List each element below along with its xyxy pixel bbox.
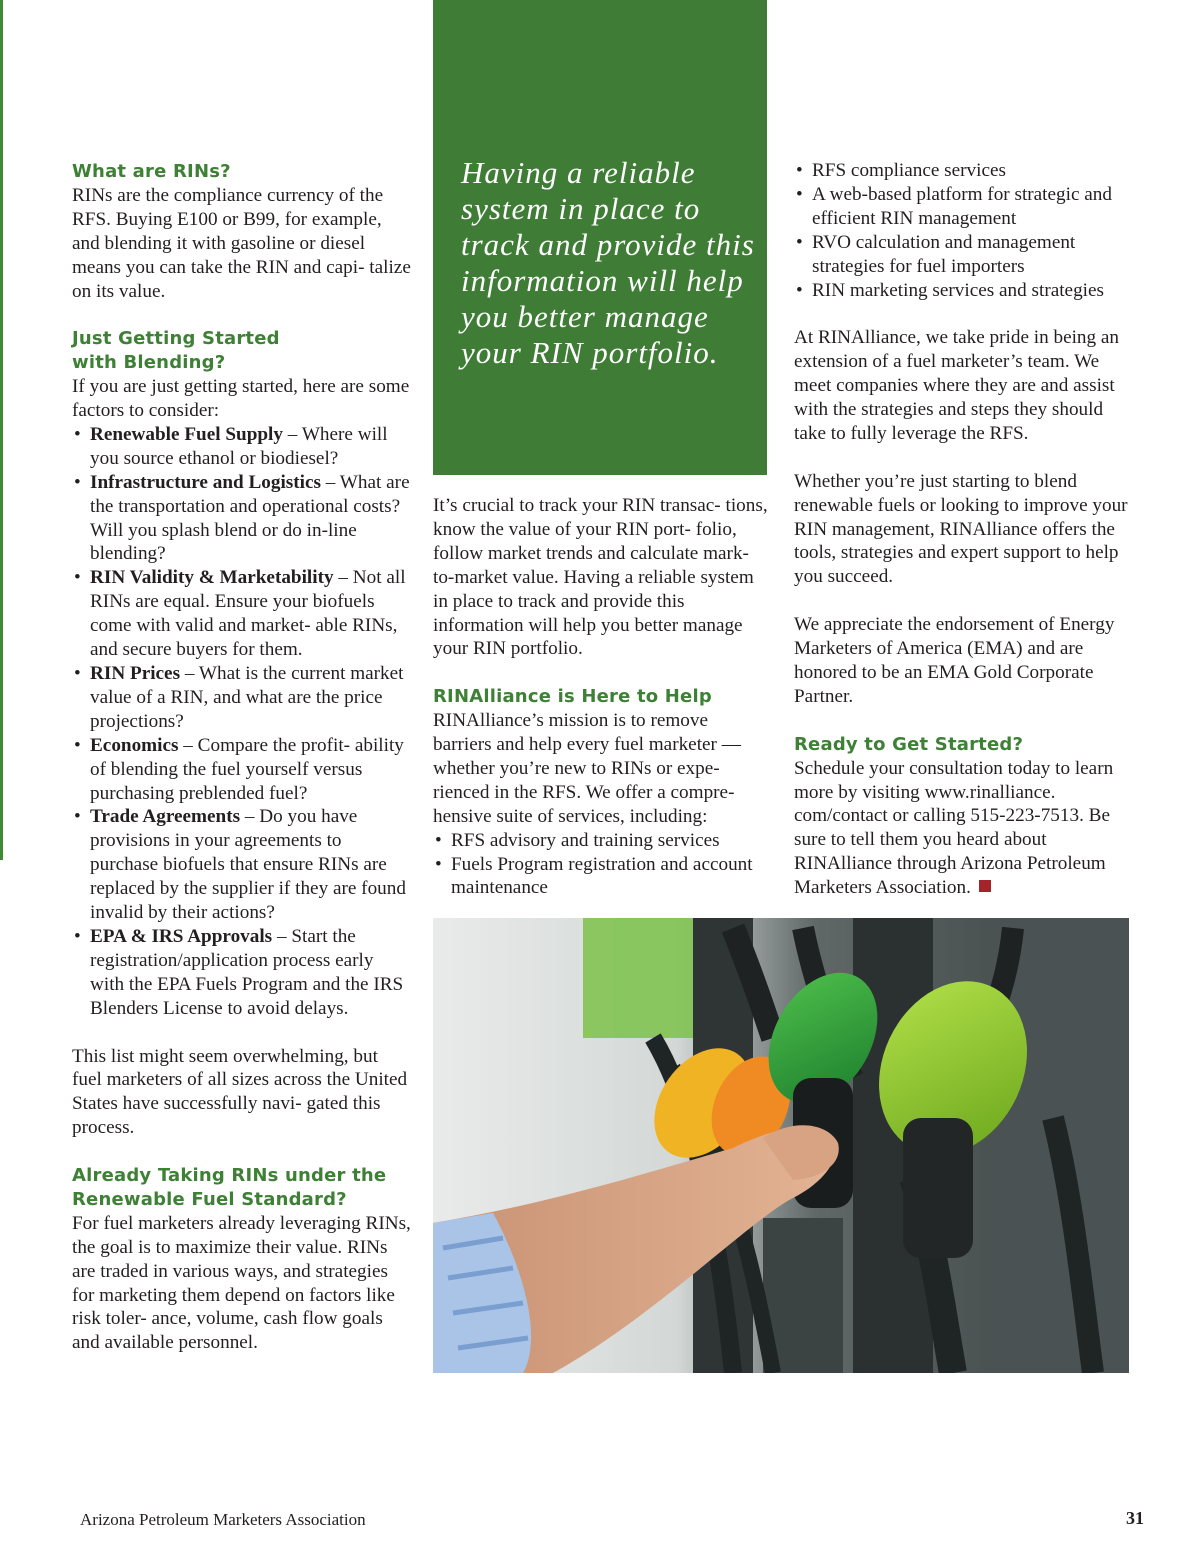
services-list-a [433, 829, 769, 901]
paragraph: It’s crucial to track your RIN transac- tions, know the value of your RIN port- folio, follow market trends and calculate mark-to-market value. Having a reliable system in place to track and provide this information will help you better manage your RIN portfolio. [433, 495, 768, 660]
list-item: • RIN Prices – What is the current market value of a RIN, and what are the price projections? [72, 662, 412, 734]
list-item: • Renewable Fuel Supply – Where will you source ethanol or biodiesel? [72, 423, 412, 471]
list-item: • Fuels Program registration and account maintenance [433, 853, 769, 901]
list-item: • Trade Agreements – Do you have provisions in your agreements to purchase biofuels that ensure RINs are replaced by the supplier if they are found invalid by their actions? [72, 805, 412, 925]
paragraph: Whether you’re just starting to blend renewable fuels or looking to improve your RIN management, RINAlliance offers the tools, strategies and expert support to help you succeed. [794, 470, 1128, 588]
right-column [794, 159, 1134, 900]
list-item: • A web-based platform for strategic and efficient RIN management [794, 183, 1134, 231]
paragraph: We appreciate the endorsement of Energy Marketers of America (EMA) and are honored to be an EMA Gold Corporate Partner. [794, 614, 1115, 707]
list-item: • Economics – Compare the profit- ability of blending the fuel yourself versus purchasing preblended fuel? [72, 734, 412, 806]
paragraph-closing: Schedule your consultation today to learn more by visiting www.rinalliance. com/contact or calling 515-223-7513. Be sure to tell them you heard about RINAlliance through Arizona Petroleum Marketers Association. [794, 757, 1114, 899]
heading-getting-started: Just Getting Started with Blending? [72, 328, 280, 374]
middle-column [433, 494, 769, 900]
end-of-article-mark [979, 880, 991, 892]
heading-here-to-help: RINAlliance is Here to Help [433, 686, 712, 708]
pull-quote-text: Having a reliable system in place to track and provide this information will help you better manage your RIN portfolio. [461, 155, 755, 370]
list-item: • RIN Validity & Marketability – Not all RINs are equal. Ensure your biofuels come with valid and market- able RINs, and secure buyers for them. [72, 566, 412, 662]
footer-publication: Arizona Petroleum Marketers Association [80, 1510, 366, 1529]
list-item: • RFS advisory and training services [433, 829, 769, 853]
fuel-pump-photo [433, 918, 1129, 1373]
left-column [72, 160, 412, 1355]
factors-list [72, 423, 412, 1021]
heading-ready-to-start: Ready to Get Started? [794, 733, 1024, 755]
paragraph: RINs are the compliance currency of the RFS. Buying E100 or B99, for example, and blending it with gasoline or diesel means you can take the RIN and capi- talize on its value. [72, 184, 411, 302]
paragraph: For fuel marketers already leveraging RINs, the goal is to maximize their value. RINs are traded in various ways, and strategies for marketing them depend on factors like risk toler- ance, volume, cash flow goals and available personnel. [72, 1212, 411, 1354]
paragraph: If you are just getting started, here are some factors to consider: [72, 376, 410, 422]
list-item: • RIN marketing services and strategies [794, 279, 1134, 303]
services-list-b [794, 159, 1134, 302]
heading-already-taking-rins: Already Taking RINs under the Renewable Fuel Standard? [72, 1165, 387, 1210]
list-item: • Infrastructure and Logistics – What are the transportation and operational costs? Will you splash blend or do in-line blending? [72, 471, 412, 567]
list-item: • RVO calculation and management strategies for fuel importers [794, 231, 1134, 279]
list-item: • EPA & IRS Approvals – Start the registration/application process early with the EPA Fuels Program and the IRS Blenders License to avoid delays. [72, 925, 412, 1021]
heading-what-are-rins: What are RINs? [72, 161, 231, 182]
paragraph: At RINAlliance, we take pride in being an extension of a fuel marketer’s team. We meet companies where they are and assist with the strategies and steps they should take to fully leverage the RFS. [794, 327, 1120, 444]
page-number: 31 [1126, 1508, 1144, 1528]
pull-quote-box [433, 0, 767, 475]
list-item: • RFS compliance services [794, 159, 1134, 183]
paragraph: This list might seem overwhelming, but fuel marketers of all sizes across the United States have successfully navi- gated this process. [72, 1045, 408, 1139]
paragraph: RINAlliance’s mission is to remove barriers and help every fuel marketer — whether you’re new to RINs or expe- rienced in the RFS. We offer a compre- hensive suite of services, including: [433, 710, 741, 827]
page-edge-bar [0, 0, 3, 860]
